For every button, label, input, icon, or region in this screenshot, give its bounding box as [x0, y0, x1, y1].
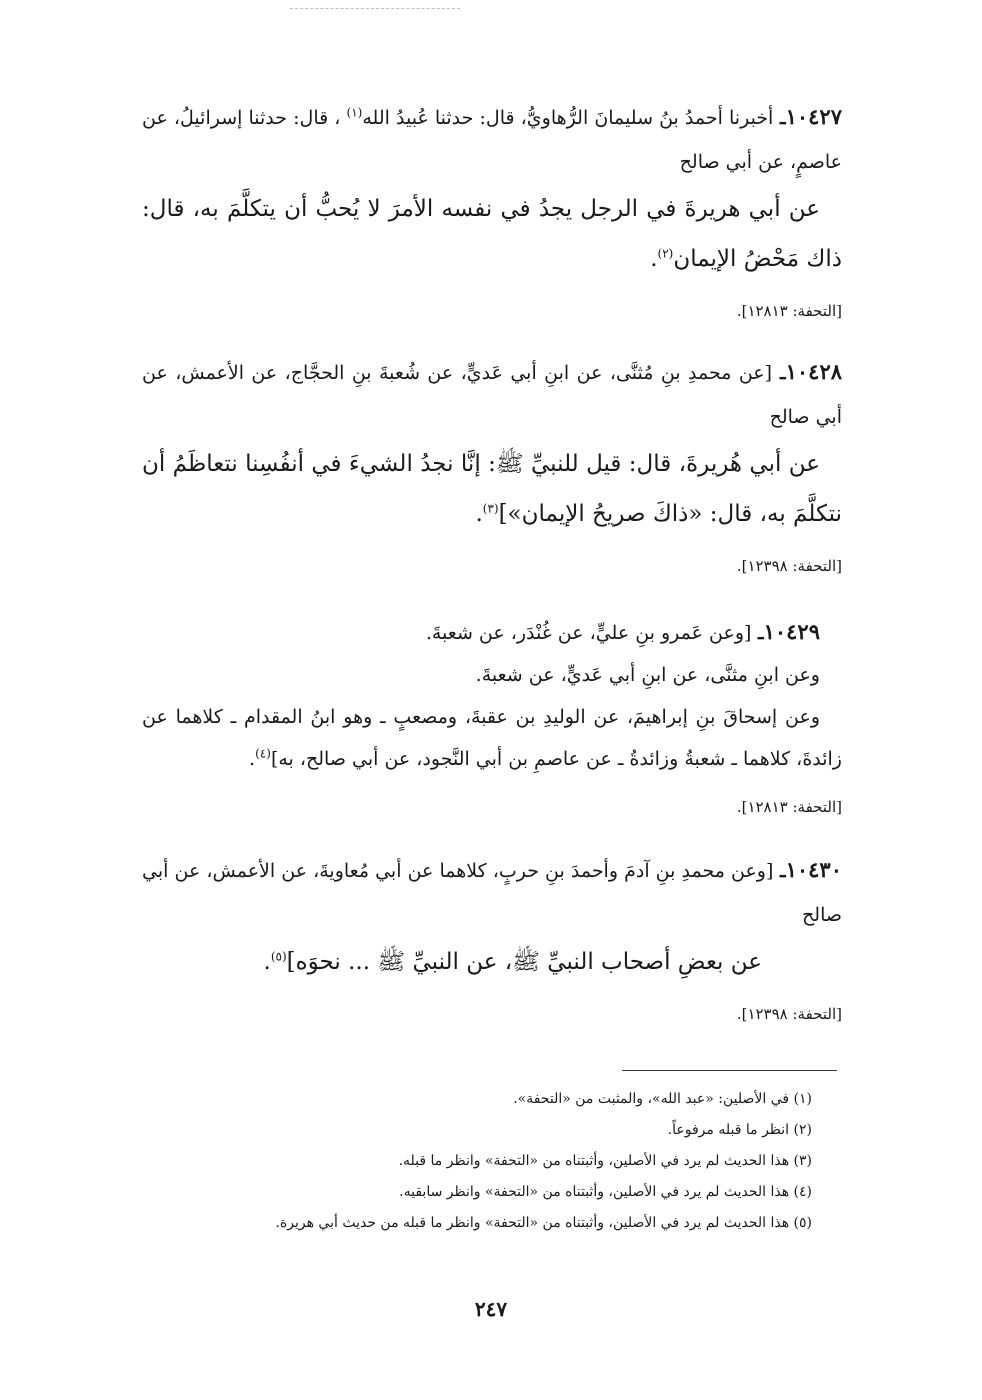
isnad-line-3: وعن إسحاقَ بنِ إبراهيمَ، عن الوليدِ بن عقبةَ، ومصعبٍ ـ وهو ابنُ المقدام ـ كلاهما عن زائدةَ، كلاهما ـ شعبةُ وزائدةُ ـ عن عاصمِ بن أبي النَّجود، عن أبي صالح، به]	[142, 706, 842, 770]
isnad-text: [عن محمدِ بنِ مُثنَّى، عن ابنِ أبي عَديٍّ، عن شُعبةَ بنِ الحجَّاج، عن الأعمش، عن أبي صالح	[142, 362, 842, 428]
number-dash: ـ	[773, 860, 786, 882]
hadith-10429	[142, 611, 842, 822]
footnote-mark: (٥)	[270, 949, 287, 964]
hadith-10430	[142, 848, 842, 1029]
hadith-number: ١٠٤٢٧	[785, 104, 842, 129]
footnote-3: (٣) هذا الحديث لم يرد في الأصلين، وأثبتناه من «التحفة» وانظر ما قبله.	[398, 1153, 812, 1169]
footnote-mark: (٢)	[657, 246, 674, 261]
footnote-2: (٢) انظر ما قبله مرفوعاً.	[667, 1122, 812, 1138]
isnad-text: [وعن محمدِ بنِ آدمَ وأحمدَ بنِ حربٍ، كلاهما عن أبي مُعاويةَ، عن الأعمش، عن أبي صالح	[142, 860, 842, 926]
number-dash: ـ	[751, 622, 764, 644]
footnote-mark: (١)	[346, 105, 363, 120]
isnad-line-2: وعن ابنِ مثنَّى، عن ابنِ أبي عَديٍّ، عن شعبةَ.	[475, 664, 820, 686]
hadith-10427	[142, 95, 842, 326]
hadith-isnad	[142, 95, 842, 184]
hadith-matn: عن أبي هريرةَ في الرجل يجدُ في نفسه الأمرَ لا يُحبُّ أن يتكلَّمَ به، قال: ذاك مَحْضُ الإيمان$^{(٢)}$.	[142, 196, 842, 272]
hadith-isnad	[142, 848, 842, 937]
matn-text: عن أبي هريرةَ في الرجل يجدُ في نفسه الأمرَ لا يُحبُّ أن يتكلَّمَ به، قال: ذاك مَحْضُ الإيمان	[142, 196, 842, 272]
hadith-number: ١٠٤٢٩	[763, 619, 820, 644]
number-dash: ـ	[772, 362, 786, 384]
matn-text: عن أبي هُريرةَ، قال: قيل للنبيِّ ﷺ: إنَّا نجدُ الشيءَ في أنفُسِنا نتعاظَمُ أن نتكلَّمَ به، قال: «ذاكَ صريحُ الإيمان»]	[142, 451, 842, 527]
footnote-mark: (٣)	[482, 501, 499, 516]
header-rule	[290, 8, 460, 9]
hadith-matn: عن أبي هُريرةَ، قال: قيل للنبيِّ ﷺ: إنَّا نجدُ الشيءَ في أنفُسِنا نتعاظَمُ أن نتكلَّمَ به، قال: «ذاكَ صريحُ الإيمان»]$^{(٣)}$.	[142, 451, 842, 527]
footnote-1: (١) في الأصلين: «عبد الله»، والمثبت من «التحفة».	[513, 1091, 812, 1107]
tuhfa-reference: [التحفة: ١٢٣٩٨].	[736, 1005, 842, 1023]
tuhfa-reference: [التحفة: ١٢٣٩٨].	[736, 557, 842, 575]
footnote-mark: (٤)	[255, 746, 271, 761]
tuhfa-reference: [التحفة: ١٢٨١٣].	[736, 798, 842, 816]
hadith-isnad-line: وعن إسحاقَ بنِ إبراهيمَ، عن الوليدِ بن عقبةَ، ومصعبٍ ـ وهو ابنُ المقدام ـ كلاهما عن زائدةَ، كلاهما ـ شعبةُ وزائدةُ ـ عن عاصمِ بن أبي النَّجود، عن أبي صالح، به]$^{(٤)}$.	[142, 706, 842, 770]
isnad-text-cont: ، قال: حدثنا إسرائيلُ، عن عاصمٍ، عن أبي صالح	[142, 107, 842, 173]
page-number: ٢٤٧	[474, 1297, 508, 1321]
isnad-line-1: [وعن عَمرو بنِ عليٍّ، عن غُنْدَر، عن شعبةَ.	[425, 622, 752, 644]
matn-text: عن بعضِ أصحاب النبيِّ ﷺ، عن النبيِّ ﷺ ... نحوَه]	[286, 949, 762, 975]
footnote-4: (٤) هذا الحديث لم يرد في الأصلين، وأثبتناه من «التحفة» وانظر سابقيه.	[399, 1184, 812, 1200]
hadith-number: ١٠٤٢٨	[785, 359, 843, 384]
hadith-10428	[142, 350, 842, 581]
footnotes	[172, 1084, 812, 1239]
hadith-number: ١٠٤٣٠	[785, 857, 842, 882]
isnad-text: أخبرنا أحمدُ بنُ سليمانَ الرُّهاويُّ، قال: حدثنا عُبيدُ الله	[362, 107, 774, 129]
hadith-isnad	[142, 350, 842, 439]
number-dash: ـ	[773, 107, 786, 129]
hadith-isnad-line	[142, 611, 842, 654]
tuhfa-reference: [التحفة: ١٢٨١٣].	[736, 302, 842, 320]
footnote-5: (٥) هذا الحديث لم يرد في الأصلين، وأثبتناه من «التحفة» وانظر ما قبله من حديث أبي هريرة.	[275, 1215, 812, 1231]
main-text	[142, 95, 842, 1029]
footnote-separator	[622, 1070, 837, 1071]
hadith-matn: عن بعضِ أصحاب النبيِّ ﷺ، عن النبيِّ ﷺ ... نحوَه]$^{(٥)}$.	[263, 949, 762, 975]
